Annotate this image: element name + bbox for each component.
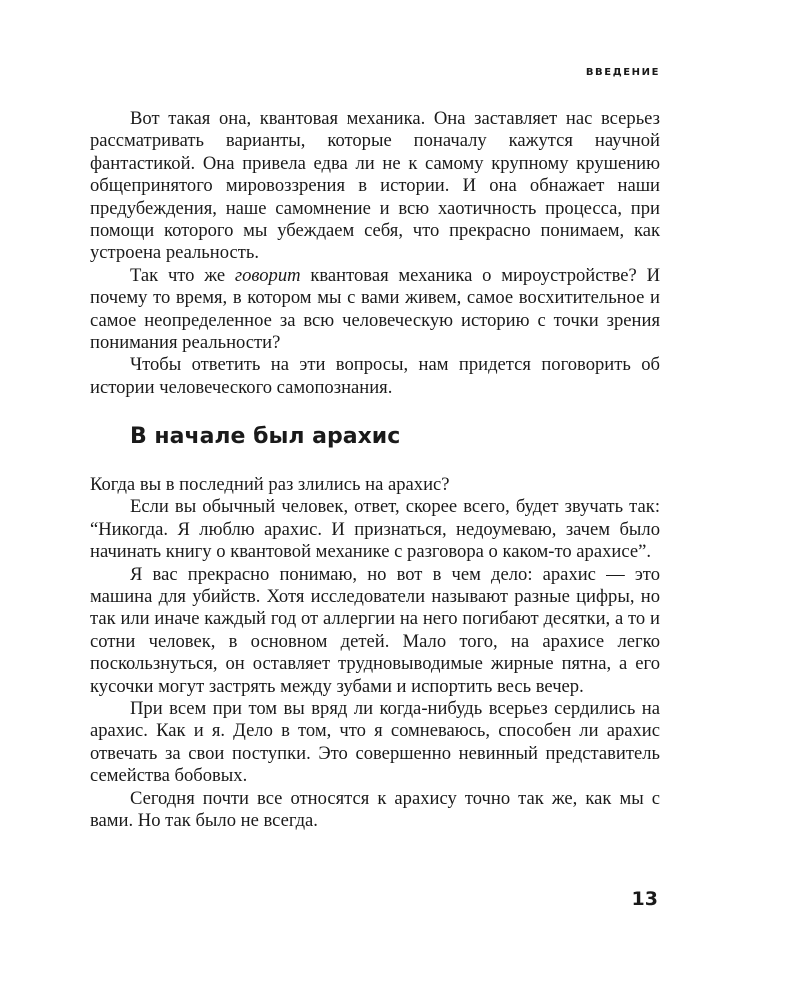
paragraph: Если вы обычный человек, ответ, скорее всего, будет звучать так: “Никогда. Я люблю арахис. И признаться, недоумеваю, зачем было начинать книгу о квантовой механике с разговора о каком-то арахисе”.: [90, 496, 660, 563]
paragraph: Сегодня почти все относятся к арахису точно так же, как мы с вами. Но так было не всегда.: [90, 787, 660, 832]
paragraph-text: Так что же: [130, 264, 235, 286]
emphasis-text: говорит: [234, 264, 301, 286]
page-number: 13: [631, 888, 658, 910]
intro-text: [90, 108, 660, 399]
paragraph-text: квантовая механика о мироустройстве? И почему то время, в котором мы с вами живем, самое восхитительное и самое неопределенное за всю человеческую историю с точки зрения понимания реальности?: [90, 264, 661, 354]
paragraph: Чтобы ответить на эти вопросы, нам придется поговорить об истории человеческого самопознания.: [90, 354, 660, 398]
section-text: [90, 474, 660, 833]
paragraph: Когда вы в последний раз злились на арахис?: [90, 474, 450, 495]
paragraph: [90, 265, 660, 355]
paragraph: При всем при том вы вряд ли когда-нибудь всерьез сердились на арахис. Как и я. Дело в том, что я сомневаюсь, способен ли арахис отвечать за свои поступки. Это совершенно невинный представитель семейства бобовых.: [90, 698, 660, 787]
paragraph: Вот такая она, квантовая механика. Она заставляет нас всерьез рассматривать варианты, которые поначалу кажутся научной фантастикой. Она привела едва ли не к самому крупному крушению общепринятого мировоззрения в истории. И она обнажает наши предубеждения, наше самомнение и всю хаотичность процесса, при помощи которого мы убеждаем себя, что прекрасно понимаем, как устроена реальность.: [90, 108, 660, 264]
section-heading: В начале был арахис: [130, 424, 401, 449]
paragraph: Я вас прекрасно понимаю, но вот в чем дело: арахис — это машина для убийств. Хотя исследователи называют разные цифры, но так или иначе каждый год от аллергии на него погибают десятки, а то и сотни человек, в основном детей. Мало того, на арахисе легко поскользнуться, он оставляет трудновыводимые жирные пятна, а его кусочки могут застрять между зубами и испортить весь вечер.: [90, 563, 660, 697]
running-head: ВВЕДЕНИЕ: [585, 67, 660, 78]
